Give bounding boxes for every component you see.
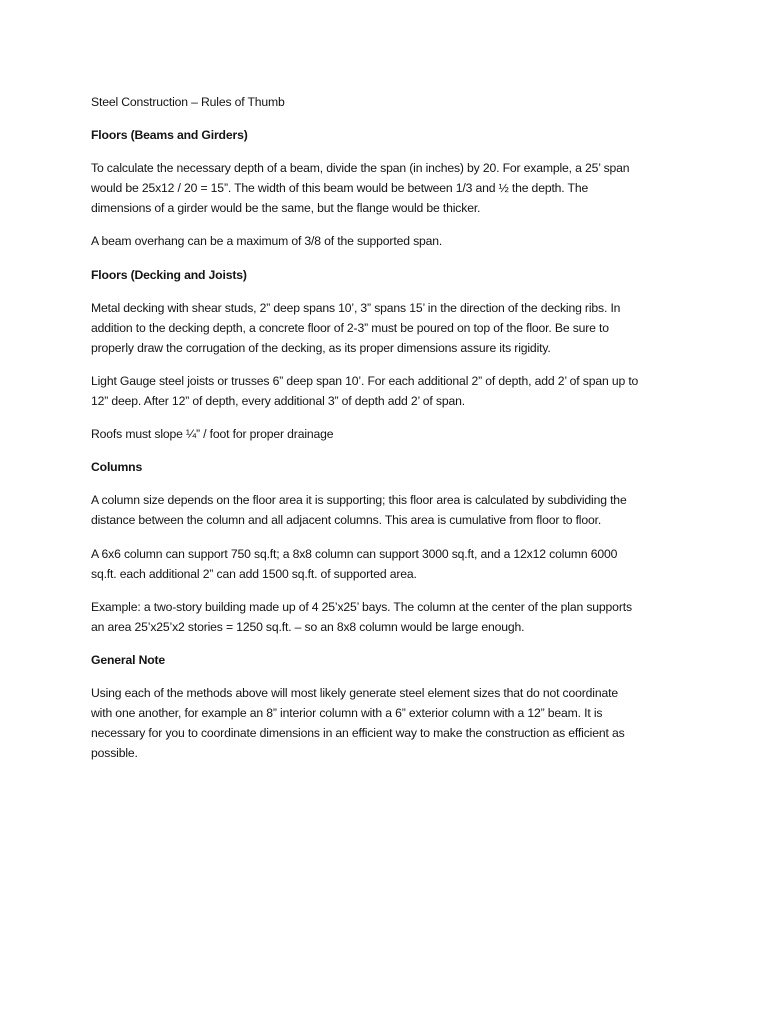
paragraph-general-note	[91, 683, 681, 763]
text-line: A 6x6 column can support 750 sq.ft; a 8x8 column can support 3000 sq.ft, and a 12x12 column 6000	[91, 546, 618, 561]
text-line: dimensions of a girder would be the same, but the flange would be thicker.	[91, 201, 481, 216]
text-line: Light Gauge steel joists or trusses 6” deep span 10’. For each additional 2” of depth, add 2’ of span up to	[91, 373, 639, 388]
heading-text: Columns	[91, 460, 143, 475]
paragraph-column-capacity	[91, 544, 681, 584]
text-line: would be 25x12 / 20 = 15”. The width of this beam would be between 1/3 and ½ the depth. The	[91, 181, 589, 196]
text-line: possible.	[91, 746, 138, 761]
paragraph-beam-overhang	[91, 231, 681, 251]
document-title	[91, 92, 681, 112]
text-line: an area 25’x25’x2 stories = 1250 sq.ft. – so an 8x8 column would be large enough.	[91, 619, 525, 634]
text-line: sq.ft. each additional 2” can add 1500 sq.ft. of supported area.	[91, 566, 417, 581]
text-line: To calculate the necessary depth of a beam, divide the span (in inches) by 20. For example, a 25’ span	[91, 161, 630, 176]
text-line: Metal decking with shear studs, 2” deep spans 10’, 3” spans 15’ in the direction of the decking ribs. In	[91, 300, 621, 315]
text-line: Using each of the methods above will most likely generate steel element sizes that do not coordinate	[91, 685, 618, 700]
text-line: with one another, for example an 8” interior column with a 6” exterior column with a 12” beam. It is	[91, 706, 603, 721]
text-line: necessary for you to coordinate dimensions in an efficient way to make the construction as efficient as	[91, 726, 625, 741]
paragraph-steel-joists	[91, 371, 681, 411]
heading-text: Floors (Beams and Girders)	[91, 128, 248, 143]
document-page	[91, 92, 681, 776]
paragraph-column-size	[91, 490, 681, 530]
text-line: addition to the decking depth, a concrete floor of 2-3” must be poured on top of the floor. Be sure to	[91, 320, 609, 335]
paragraph-metal-decking	[91, 298, 681, 358]
text-line: 12” deep. After 12” of depth, every additional 3” of depth add 2’ of span.	[91, 394, 465, 409]
text-line: Example: a two-story building made up of 4 25’x25’ bays. The column at the center of the plan supports	[91, 599, 632, 614]
text-line: Roofs must slope ¼” / foot for proper drainage	[91, 427, 334, 442]
text-line: distance between the column and all adjacent columns. This area is cumulative from floor to floor.	[91, 513, 602, 528]
section-heading-floors-decking	[91, 265, 681, 285]
paragraph-beam-depth	[91, 158, 681, 218]
section-heading-columns	[91, 457, 681, 477]
text-line: A column size depends on the floor area it is supporting; this floor area is calculated by subdividing the	[91, 493, 627, 508]
paragraph-roof-slope	[91, 424, 681, 444]
title-text: Steel Construction – Rules of Thumb	[91, 95, 285, 109]
heading-text: Floors (Decking and Joists)	[91, 267, 247, 282]
paragraph-column-example	[91, 597, 681, 637]
section-heading-floors-beams	[91, 125, 681, 145]
heading-text: General Note	[91, 652, 166, 667]
section-heading-general-note	[91, 650, 681, 670]
text-line: properly draw the corrugation of the decking, as its proper dimensions assure its rigidity.	[91, 340, 551, 355]
text-line: A beam overhang can be a maximum of 3/8 of the supported span.	[91, 234, 443, 249]
